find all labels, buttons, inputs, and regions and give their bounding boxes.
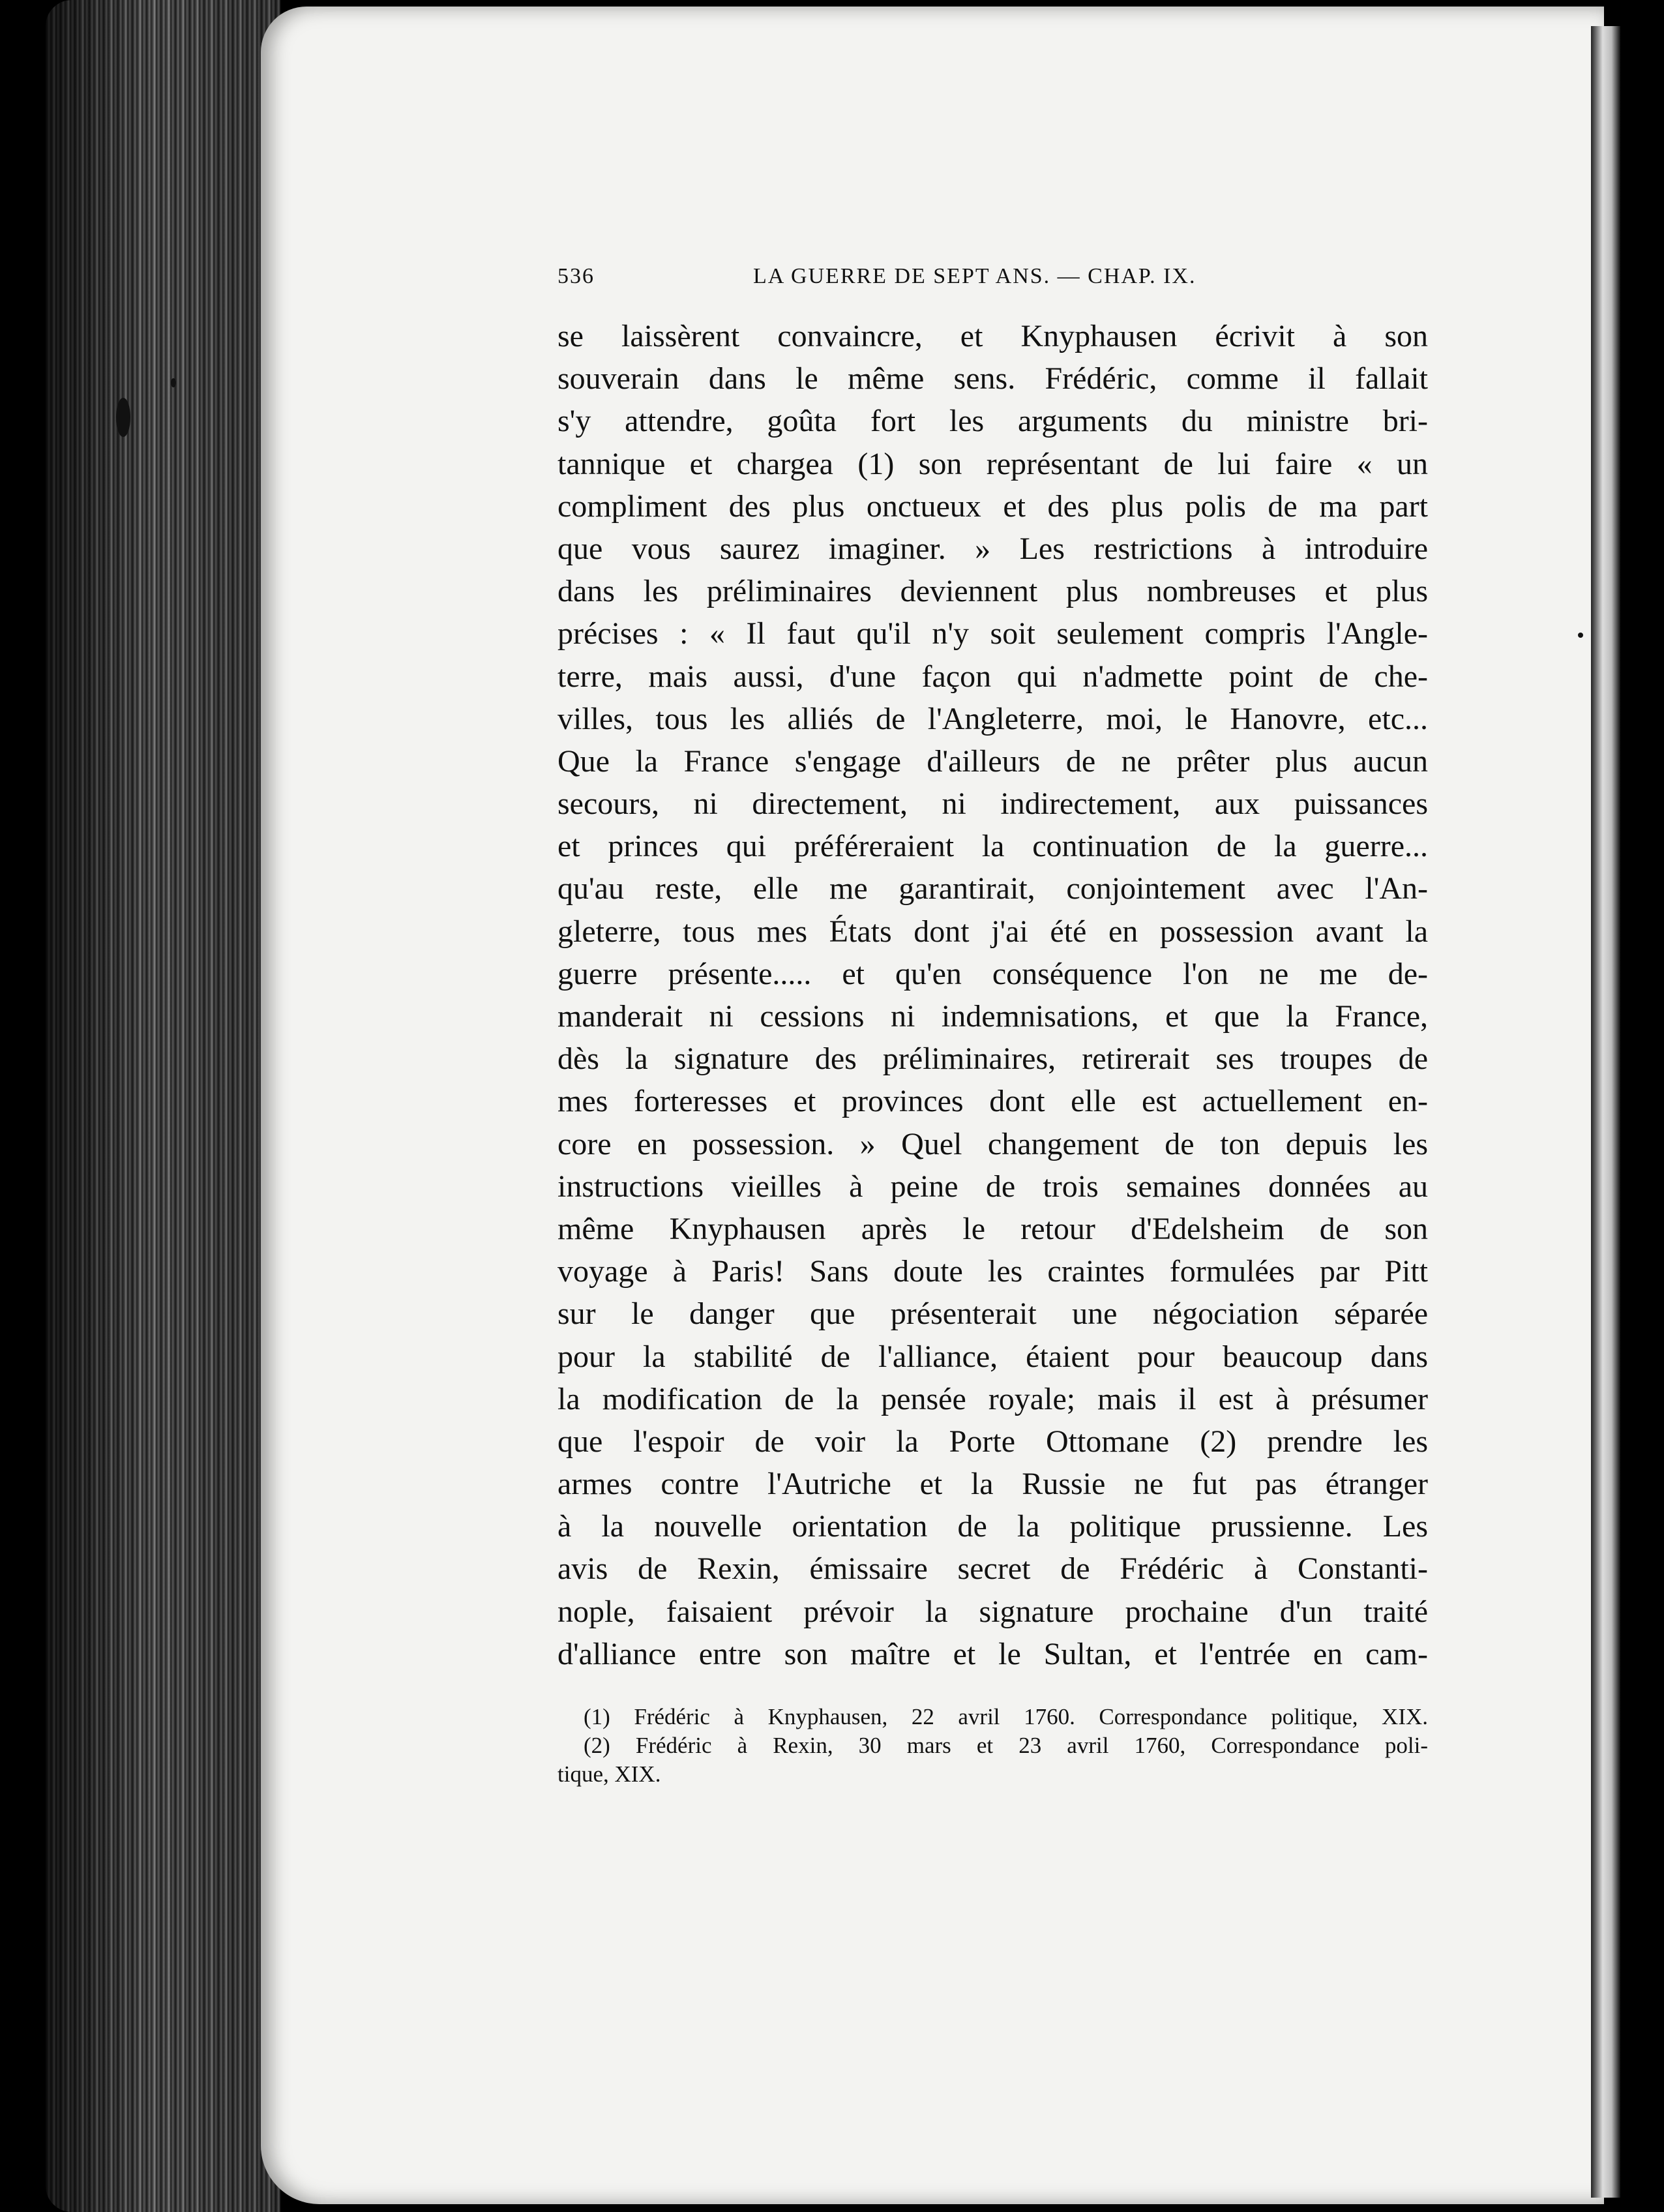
footnote-2-continuation: tique, XIX.	[557, 1761, 661, 1787]
text-line: que l'espoir de voir la Porte Ottomane (2) prendre les	[557, 1424, 1428, 1459]
facing-page-edge	[1591, 26, 1620, 2198]
fore-edge-shadow	[46, 0, 280, 2212]
text-line: nople, faisaient prévoir la signature prochaine d'un traité	[557, 1594, 1428, 1629]
scan-border	[1620, 0, 1664, 2212]
text-line: secours, ni directement, ni indirectement, aux puissances	[557, 786, 1428, 822]
footnote-1: (1) Frédéric à Knyphausen, 22 avril 1760. Correspondance politique, XIX.	[584, 1704, 1428, 1729]
running-head	[557, 264, 1428, 303]
text-line: voyage à Paris! Sans doute les craintes formulées par Pitt	[557, 1254, 1428, 1289]
text-line: à la nouvelle orientation de la politique prussienne. Les	[557, 1509, 1428, 1544]
text-line: core en possession. » Quel changement de ton depuis les	[557, 1126, 1428, 1161]
text-line: dans les préliminaires deviennent plus nombreuses et plus	[557, 574, 1428, 609]
text-line: pour la stabilité de l'alliance, étaient pour beaucoup dans	[557, 1339, 1428, 1374]
text-line: souverain dans le même sens. Frédéric, comme il fallait	[557, 361, 1428, 396]
text-line: armes contre l'Autriche et la Russie ne fut pas étranger	[557, 1467, 1428, 1502]
scan-speck	[1578, 633, 1583, 638]
text-line: que vous saurez imaginer. » Les restrictions à introduire	[557, 531, 1428, 566]
text-line: qu'au reste, elle me garantirait, conjointement avec l'An-	[557, 871, 1428, 906]
text-line: d'alliance entre son maître et le Sultan, et l'entrée en cam-	[557, 1636, 1428, 1671]
text-block	[557, 264, 1428, 1789]
page-number: 536	[557, 264, 595, 288]
text-line: compliment des plus onctueux et des plus polis de ma part	[557, 488, 1428, 524]
footnotes	[557, 1703, 1428, 1789]
text-line: se laissèrent convaincre, et Knyphausen écrivit à son	[557, 319, 1428, 353]
text-line: terre, mais aussi, d'une façon qui n'admette point de che-	[557, 659, 1428, 694]
footnote-2: (2) Frédéric à Rexin, 30 mars et 23 avril 1760, Correspondance poli-	[584, 1733, 1428, 1758]
text-line: guerre présente..... et qu'en conséquence l'on ne me de-	[557, 956, 1428, 991]
body-text	[557, 315, 1428, 1675]
text-line: avis de Rexin, émissaire secret de Frédéric à Constanti-	[557, 1551, 1428, 1587]
text-line: instructions vieilles à peine de trois semaines données au	[557, 1169, 1428, 1204]
running-title: LA GUERRE DE SEPT ANS. — CHAP. IX.	[753, 264, 1196, 288]
text-line: manderait ni cessions ni indemnisations, et que la France,	[557, 999, 1428, 1034]
scan-speck	[171, 378, 176, 387]
text-line: mes forteresses et provinces dont elle est actuellement en-	[557, 1084, 1428, 1119]
text-line: la modification de la pensée royale; mais il est à présumer	[557, 1381, 1428, 1416]
text-line: sur le danger que présenterait une négociation séparée	[557, 1296, 1428, 1332]
text-line: s'y attendre, goûta fort les arguments du ministre bri-	[557, 404, 1428, 439]
scan-speck	[116, 398, 130, 437]
text-line: dès la signature des préliminaires, retirerait ses troupes de	[557, 1041, 1428, 1077]
text-line: gleterre, tous mes États dont j'ai été en possession avant la	[557, 914, 1428, 949]
text-line: Que la France s'engage d'ailleurs de ne prêter plus aucun	[557, 743, 1428, 779]
text-line: même Knyphausen après le retour d'Edelsheim de son	[557, 1211, 1428, 1246]
text-line: précises : « Il faut qu'il n'y soit seulement compris l'Angle-	[557, 616, 1428, 651]
text-line: tannique et chargea (1) son représentant de lui faire « un	[557, 446, 1428, 481]
text-line: et princes qui préféreraient la continuation de la guerre...	[557, 829, 1428, 864]
text-line: villes, tous les alliés de l'Angleterre, moi, le Hanovre, etc...	[557, 701, 1428, 736]
